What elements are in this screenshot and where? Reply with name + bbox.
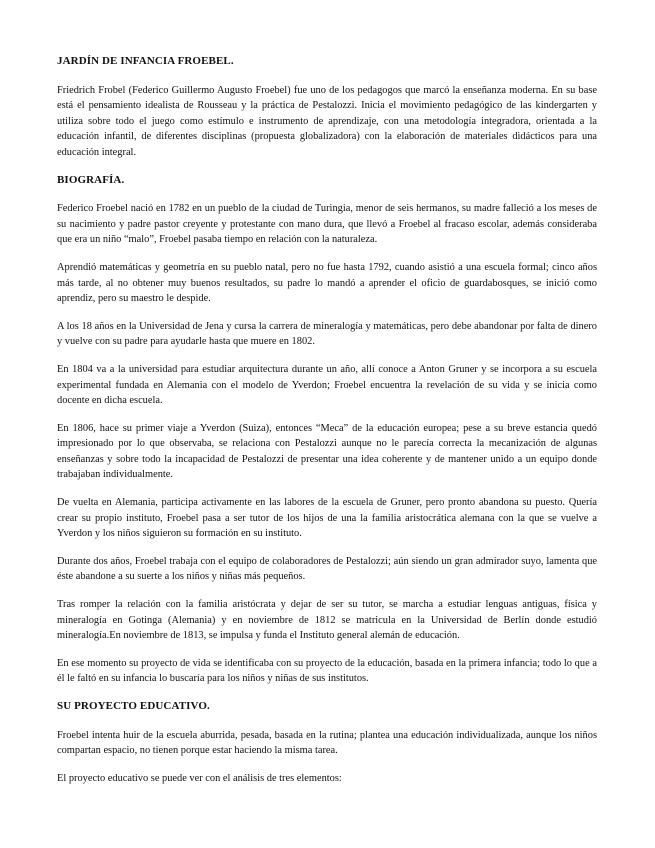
project-paragraph: Froebel intenta huir de la escuela aburrida, pesada, basada en la rutina; plantea una educación individualizada, aunque los niños compartan espacio, no tienen porque estar haciendo la misma tarea. [57,729,597,757]
project-paragraph: El proyecto educativo se puede ver con el análisis de tres elementos: [57,772,342,784]
bio-paragraph: De vuelta en Alemania, participa activamente en las labores de la escuela de Gruner, pero pronto abandona su puesto. Quería crear su propio instituto, Froebel pasa a ser tutor de los hijos de una la familia aristocrática alemana con la que se vuelve a Yverdon y los niños siguieron su formación en su instituto. [57,497,597,540]
project-heading: SU PROYECTO EDUCATIVO. [57,700,210,712]
intro-paragraph: Friedrich Frobel (Federico Guillermo Augusto Froebel) fue uno de los pedagogos que marcó la enseñanza moderna. En su base está el pensamiento idealista de Rousseau y la práctica de Pestalozzi. Inicia el movimiento pedagógico de las kindergarten y utiliza sobre todo el juego como estímulo e instrumento de aprendizaje, con una metodología integradora, orientada a la educación infantil, de diferentes disciplinas (propuesta globalizadora) con la elaboración de materiales didácticos para una educación integral. [57,84,597,158]
bio-paragraph: Durante dos años, Froebel trabaja con el equipo de colaboradores de Pestalozzi; aún siendo un gran admirador suyo, lamenta que éste abandone a su suerte a los niños y niñas más pequeños. [57,555,597,583]
bio-paragraph: Tras romper la relación con la familia aristócrata y dejar de ser su tutor, se marcha a estudiar lenguas antiguas, física y mineralogía en Gotinga (Alemania) y en noviembre de 1812 se matricula en la Universidad de Berlín donde estudió mineralogía.En noviembre de 1813, se impulsa y funda el Instituto general alemán de educación. [57,599,597,642]
bio-paragraph: Aprendió matemáticas y geometría en su pueblo natal, pero no fue hasta 1792, cuando asistió a una escuela formal; cinco años más tarde, al no obtener muy buenos resultados, su padre lo mandó a aprender el oficio de guardabosques, se inició como aprendiz, pero su maestro le despide. [57,261,597,305]
bio-paragraph: En 1806, hace su primer viaje a Yverdon (Suiza), entonces “Meca” de la educación europea; pese a su breve estancia quedó impresionado por lo que observaba, se relaciona con Pestalozzi aunque no le parecía correcta la mecanización de algunas enseñanzas y sobre todo la incapacidad de Pestalozzi de presentar una idea coherente y de mantener unido a un equipo donde trabajaban individualmente. [57,422,597,481]
document-page [57,54,597,798]
title-heading: JARDÍN DE INFANCIA FROEBEL. [57,55,234,67]
bio-paragraph: En ese momento su proyecto de vida se identificaba con su proyecto de la educación, basada en la primera infancia; todo lo que a él le faltó en su infancia lo buscaría para los niños y niñas de sus institutos. [57,657,597,685]
bio-paragraph: A los 18 años en la Universidad de Jena y cursa la carrera de mineralogía y matemáticas, pero debe abandonar por falta de dinero y vuelve con su padre para ayudarle hasta que muere en 1802. [57,320,597,348]
biography-heading: BIOGRAFÍA. [57,173,125,186]
bio-paragraph: Federico Froebel nació en 1782 en un pueblo de la ciudad de Turingia, menor de seis hermanos, su madre falleció a los meses de su nacimiento y padre pastor creyente y protestante con mano dura, que llevó a Froebel al fracaso escolar, además consideraba que era un niño “malo”, Froebel pasaba tiempo en relación con la naturaleza. [57,203,597,246]
bio-paragraph: En 1804 va a la universidad para estudiar arquitectura durante un año, allí conoce a Anton Gruner y se incorpora a su escuela experimental fundada en Alemania con el modelo de Yverdon; Froebel encuentra la revelación de su vida y se inicia como docente en dicha escuela. [57,363,597,407]
